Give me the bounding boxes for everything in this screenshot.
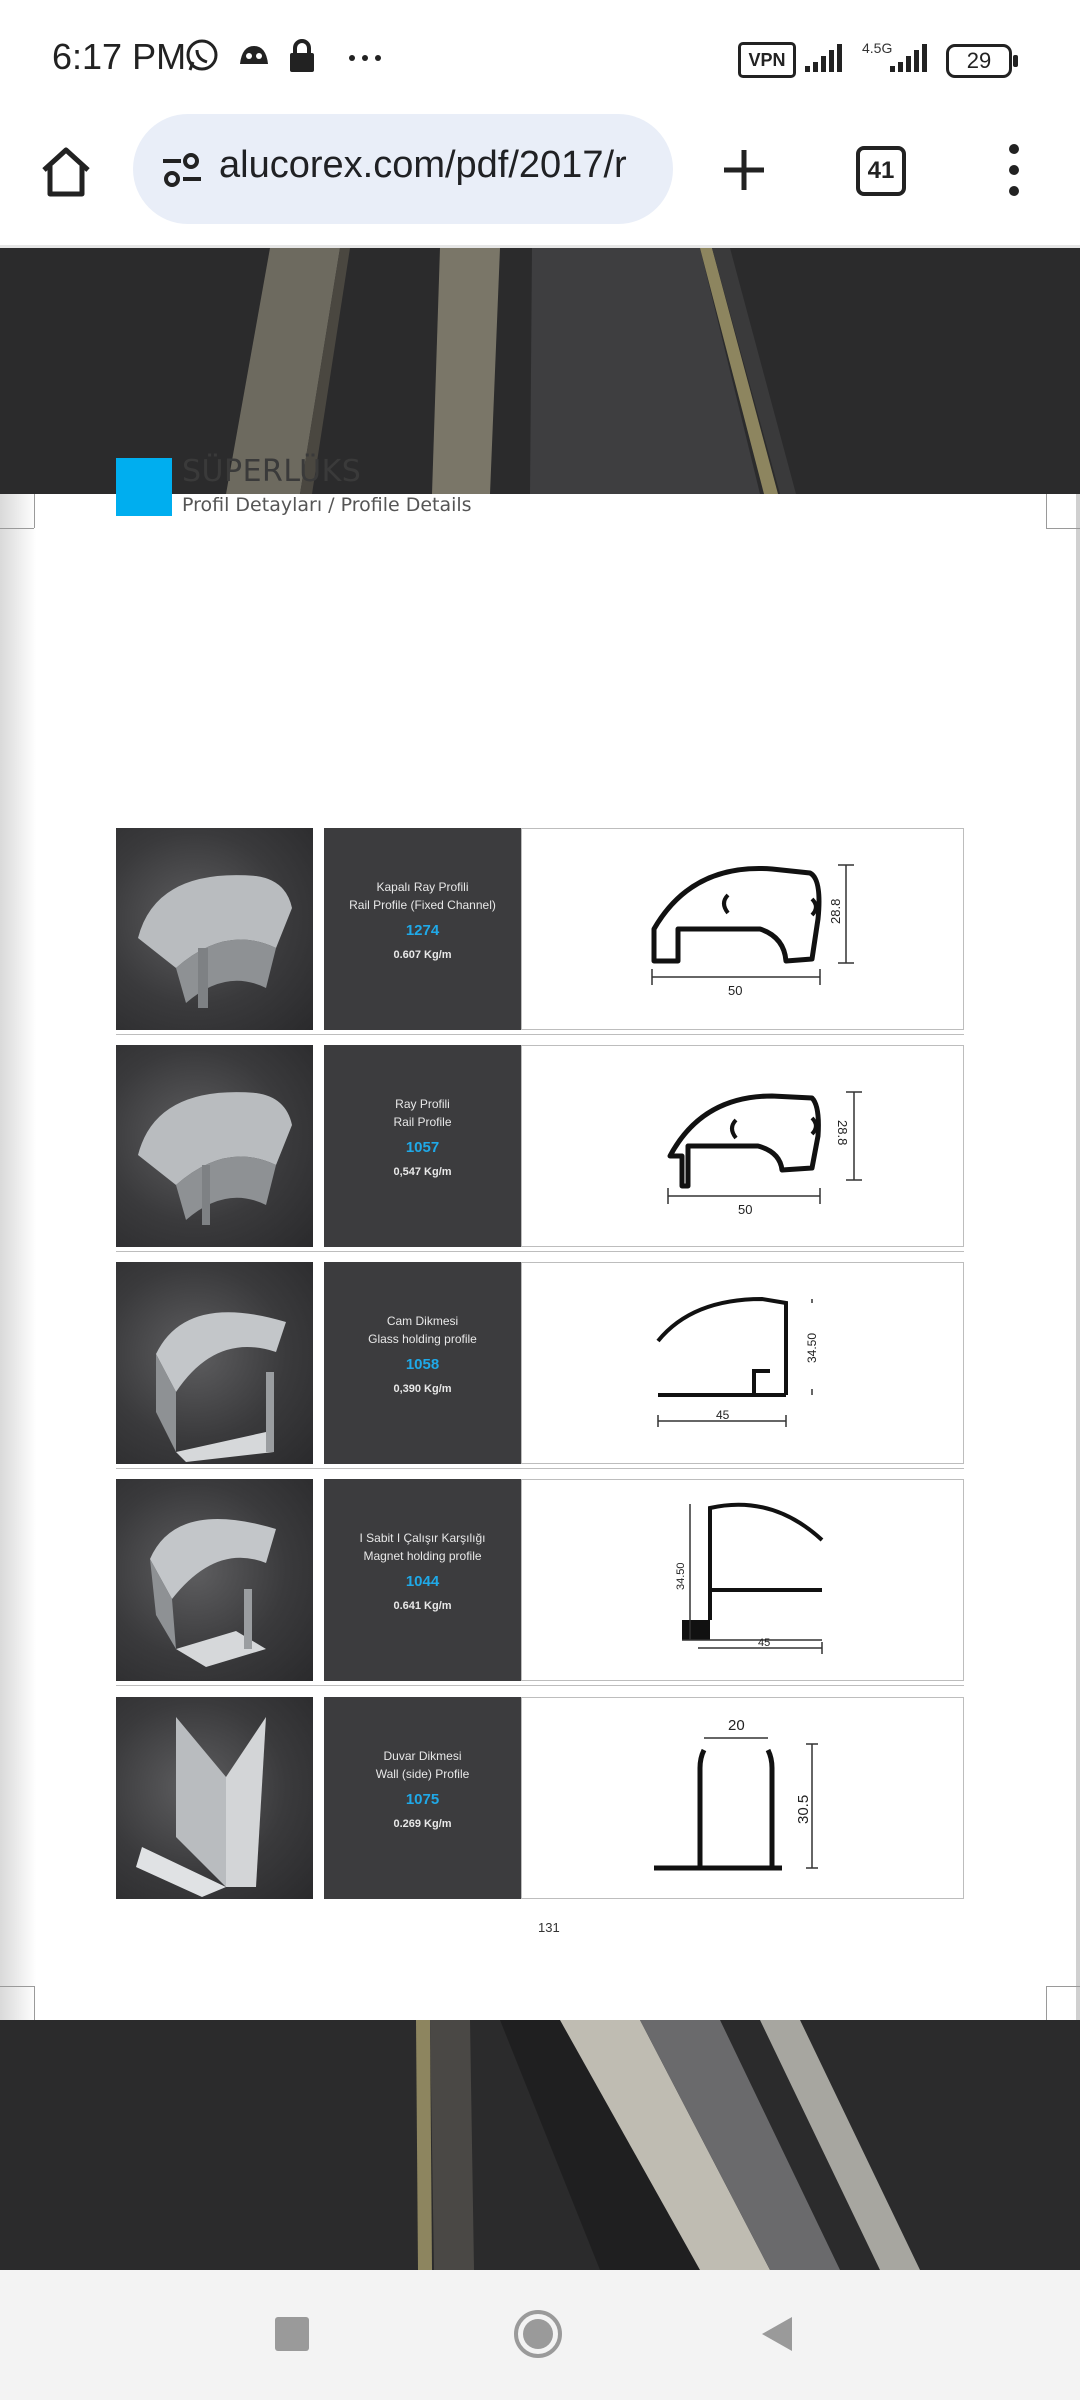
crop-mark — [1046, 494, 1047, 528]
profile-name-tr: Ray Profili — [395, 1097, 450, 1111]
profile-name-en: Rail Profile — [393, 1115, 452, 1129]
cover-photo-bottom — [0, 2020, 1080, 2270]
profile-dim-2: 45 — [716, 1408, 730, 1422]
recents-icon[interactable] — [272, 2314, 312, 2354]
new-tab-icon[interactable] — [720, 146, 768, 194]
profile-dim-2: 45 — [758, 1637, 771, 1649]
document-title: SÜPERLÜKS — [182, 454, 362, 489]
profile-drawing — [521, 828, 964, 1030]
home-icon[interactable] — [38, 144, 94, 200]
crop-mark — [1046, 1986, 1047, 2020]
profile-code: 1057 — [405, 1139, 440, 1156]
profile-info — [324, 828, 521, 1030]
pdf-viewer[interactable] — [0, 248, 1080, 2270]
profile-dim-1: 34.50 — [805, 1332, 819, 1363]
profile-photo — [116, 1262, 313, 1464]
profile-info — [324, 1262, 521, 1464]
more-notifications-icon — [346, 38, 386, 74]
profile-name-tr: I Sabit I Çalışır Karşılığı — [359, 1531, 486, 1545]
profile-row — [116, 1262, 964, 1464]
profile-row — [116, 828, 964, 1030]
profile-drawing — [521, 1045, 964, 1247]
profile-photo — [116, 828, 313, 1030]
signal-icon — [803, 38, 851, 74]
status-bar — [0, 0, 1080, 110]
profile-code: 1044 — [405, 1573, 440, 1590]
whatsapp-icon — [184, 38, 220, 74]
profile-info — [324, 1479, 521, 1681]
crop-mark — [34, 494, 35, 528]
page-shadow — [0, 494, 36, 2020]
site-info-icon[interactable] — [161, 152, 203, 188]
menu-icon[interactable] — [1000, 140, 1028, 200]
battery-indicator: 29 — [946, 44, 1012, 78]
profile-photo — [116, 1479, 313, 1681]
profile-row — [116, 1479, 964, 1681]
row-divider — [116, 1468, 964, 1469]
profile-drawing — [521, 1262, 964, 1464]
page-edge — [1076, 494, 1080, 2020]
profile-photo — [116, 1697, 313, 1899]
profile-dim-1: 34.50 — [675, 1562, 687, 1590]
tab-switcher-button[interactable]: 41 — [856, 146, 906, 196]
profile-name-tr: Kapalı Ray Profili — [376, 880, 469, 894]
profile-row — [116, 1697, 964, 1899]
profile-dim-2: 30.5 — [795, 1794, 812, 1824]
row-divider — [116, 1034, 964, 1035]
page-number: 131 — [538, 1920, 560, 1935]
profile-weight: 0,547 Kg/m — [393, 1166, 452, 1178]
status-time: 6:17 PM — [52, 36, 187, 77]
profile-name-en: Wall (side) Profile — [375, 1767, 470, 1781]
system-nav-bar — [0, 2270, 1080, 2400]
profile-drawing — [521, 1697, 964, 1899]
vpn-badge: VPN — [738, 42, 796, 78]
profile-info — [324, 1045, 521, 1247]
url-text[interactable]: alucorex.com/pdf/2017/r — [219, 144, 627, 186]
profile-weight: 0,390 Kg/m — [393, 1383, 452, 1395]
crop-mark — [34, 1986, 35, 2020]
profile-name-en: Rail Profile (Fixed Channel) — [349, 898, 496, 912]
signal-icon-2 — [888, 38, 936, 74]
title-accent-square — [116, 458, 172, 516]
network-type-label: 4.5G — [862, 40, 893, 56]
profile-name-en: Magnet holding profile — [363, 1549, 482, 1563]
profile-name-tr: Duvar Dikmesi — [383, 1749, 462, 1763]
document-subtitle: Profil Detayları / Profile Details — [182, 494, 472, 516]
home-circle-icon[interactable] — [512, 2308, 564, 2360]
profile-info — [324, 1697, 521, 1899]
crop-mark — [0, 1986, 34, 1987]
lock-icon — [287, 38, 317, 74]
profile-drawing — [521, 1479, 964, 1681]
profile-dim-1: 28.8 — [828, 898, 843, 924]
profile-name-tr: Cam Dikmesi — [386, 1314, 459, 1328]
game-icon — [236, 38, 272, 74]
crop-mark — [1046, 1986, 1080, 1987]
back-icon[interactable] — [758, 2314, 798, 2354]
browser-toolbar — [0, 110, 1080, 248]
profile-dim-2: 50 — [728, 983, 743, 998]
row-divider — [116, 1251, 964, 1252]
profile-name-en: Glass holding profile — [368, 1332, 477, 1346]
profile-weight: 0.607 Kg/m — [393, 949, 452, 961]
profile-code: 1075 — [405, 1791, 440, 1808]
row-divider — [116, 1685, 964, 1686]
address-bar[interactable] — [133, 114, 673, 224]
profile-dim-1: 20 — [728, 1717, 745, 1734]
profile-dim-2: 50 — [738, 1202, 753, 1217]
profile-row — [116, 1045, 964, 1247]
profile-code: 1274 — [405, 922, 440, 939]
profile-photo — [116, 1045, 313, 1247]
profile-code: 1058 — [405, 1356, 440, 1373]
profile-weight: 0.269 Kg/m — [393, 1818, 452, 1830]
profile-dim-1: 28.8 — [835, 1120, 850, 1146]
crop-mark — [1046, 528, 1080, 529]
profile-weight: 0.641 Kg/m — [393, 1600, 452, 1612]
crop-mark — [0, 528, 34, 529]
